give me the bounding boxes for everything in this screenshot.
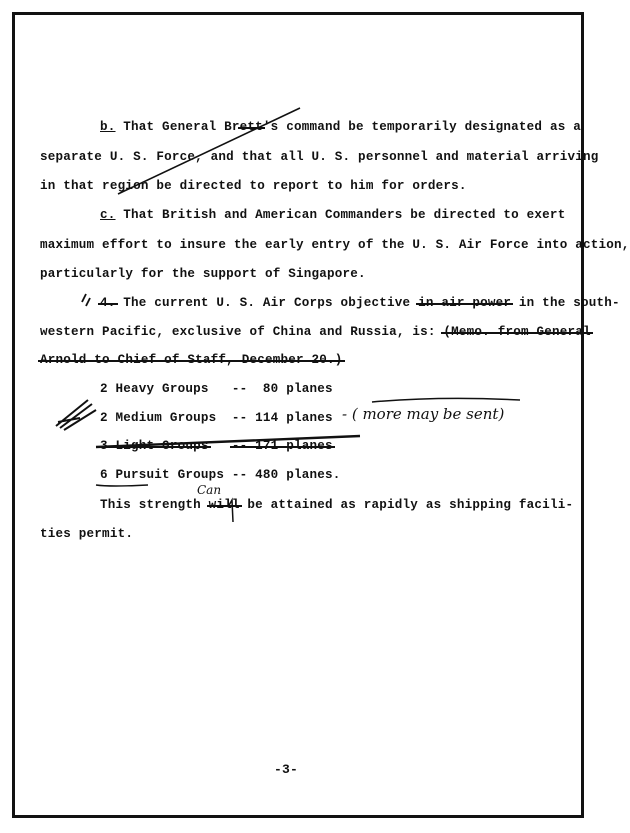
para-4-line-1: 4. The current U. S. Air Corps objective in air power in the south- [100,296,620,310]
para-b-line-1: b. That General Brett's command be temporarily designated as a [100,120,581,134]
para-b-label: b. [100,120,116,134]
struck-text: in air power [418,296,512,310]
struck-text: will [208,498,240,512]
struck-text: Arnold to Chief of Staff, December 20.) [40,353,343,367]
struck-text: (Memo. from General [443,325,591,339]
closing-line-2: ties permit. [40,527,134,541]
para-4-line-3 [40,353,343,367]
para-4-line-2: western Pacific, exclusive of China and Russia, is: (Memo. from General [40,325,591,339]
para-c-line-2: maximum effort to insure the early entry of the U. S. Air Force into action, [40,238,630,252]
group-row: 2 Medium Groups -- 114 planes [100,411,333,425]
page-number: -3- [274,762,299,777]
para-4-number: 4. [100,296,116,310]
handwritten-note: - ( more may be sent) [342,405,505,423]
para-c-line-1: c. That British and American Commanders be directed to exert [100,208,566,222]
group-row: 2 Heavy Groups -- 80 planes [100,382,333,396]
para-c-label: c. [100,208,116,222]
group-row: 6 Pursuit Groups -- 480 planes. [100,468,341,482]
para-b-line-2: separate U. S. Force, and that all U. S. personnel and material arriving [40,150,599,164]
para-b-line-3: in that region be directed to report to him for orders. [40,179,467,193]
group-row-struck: 3 Light Groups -- 171 planes [100,439,333,453]
closing-line-1: This strength will be attained as rapidly as shipping facili- [100,498,574,512]
para-c-line-3: particularly for the support of Singapore. [40,267,366,281]
struck-text: ett [239,120,263,134]
handwritten-insert: Can [197,483,222,497]
